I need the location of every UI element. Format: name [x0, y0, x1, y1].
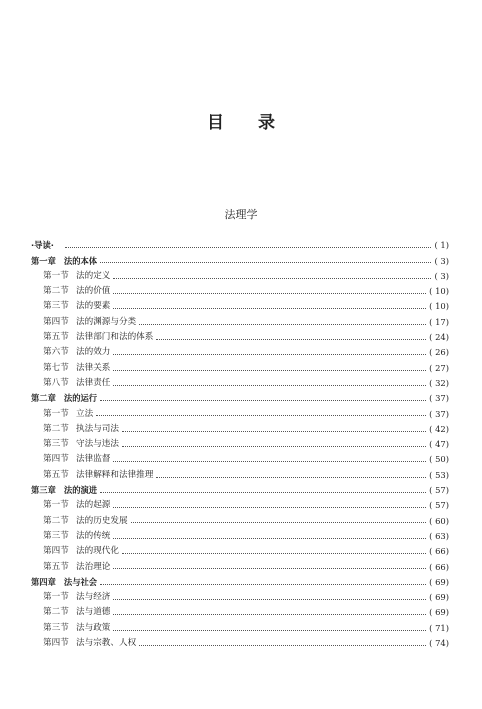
toc-dot-leader [156, 331, 426, 340]
toc-entry-number: 第一节 [43, 408, 69, 419]
toc-section-row[interactable] [31, 511, 449, 526]
toc-entry-number: 第二节 [43, 286, 69, 297]
toc-entry-title: 法的效力 [76, 347, 111, 358]
toc-section-row[interactable] [31, 618, 449, 633]
toc-entry-title: 法的运行 [63, 393, 98, 404]
toc-page-number: ( 42) [429, 423, 449, 434]
toc-page-number: ( 66) [429, 561, 449, 572]
toc-entry-title: 守法与违法 [76, 439, 119, 450]
toc-page-number: ( 57) [429, 500, 449, 511]
toc-section-row[interactable] [31, 603, 449, 618]
toc-page-number: ( 60) [429, 515, 449, 526]
toc-page-number: ( 3) [434, 255, 449, 266]
toc-entry-number: 第四节 [43, 546, 69, 557]
toc-entry-title: 法的现代化 [76, 546, 119, 557]
toc-page-number: ( 24) [429, 332, 449, 343]
toc-dot-leader [113, 530, 426, 539]
toc-section-row[interactable] [31, 496, 449, 511]
toc-section-row[interactable] [31, 374, 449, 389]
toc-entry-number: 第三节 [43, 439, 69, 450]
toc-entry-number: 第二节 [43, 515, 69, 526]
toc-section-row[interactable] [31, 404, 449, 419]
toc-dot-leader [113, 622, 426, 631]
toc-entry-title: 法与政策 [76, 622, 111, 633]
toc-dot-leader [113, 560, 426, 569]
toc-entry-number: 第八节 [43, 377, 69, 388]
toc-entry-number: 第七节 [43, 362, 69, 373]
toc-page-number: ( 27) [429, 362, 449, 373]
toc-chapter-row[interactable] [31, 236, 449, 251]
toc-entry-number: 第五节 [43, 332, 69, 343]
toc-page-number: ( 17) [429, 316, 449, 327]
toc-dot-leader [131, 514, 427, 523]
toc-entry-number: 第三节 [43, 301, 69, 312]
toc-dot-leader [100, 392, 426, 401]
toc-page-number: ( 26) [429, 347, 449, 358]
toc-entry-number: 第二节 [43, 423, 69, 434]
toc-dot-leader [100, 254, 431, 263]
toc-dot-leader [139, 637, 426, 646]
toc-dot-leader [122, 545, 426, 554]
toc-section-row[interactable] [31, 542, 449, 557]
toc-page-number: ( 3) [434, 270, 449, 281]
table-of-contents [31, 236, 449, 649]
toc-section-row[interactable] [31, 297, 449, 312]
toc-section-row[interactable] [31, 420, 449, 435]
toc-dot-leader [156, 469, 426, 478]
toc-section-row[interactable] [31, 527, 449, 542]
toc-entry-title: 法的要素 [76, 301, 111, 312]
toc-dot-leader [113, 591, 426, 600]
toc-page-number: ( 66) [429, 546, 449, 557]
toc-entry-number: 第四章 [31, 576, 56, 587]
toc-page-number: ( 69) [429, 576, 449, 587]
toc-page-number: ( 37) [429, 393, 449, 404]
toc-page-number: ( 71) [429, 622, 449, 633]
toc-dot-leader [113, 377, 426, 386]
toc-page-number: ( 47) [429, 439, 449, 450]
page-title-second-char: 录 [258, 113, 275, 133]
toc-dot-leader [100, 484, 426, 493]
toc-entry-title: 法律解释和法律推理 [76, 469, 154, 480]
toc-entry-title: 法治理论 [76, 561, 111, 572]
toc-dot-leader [113, 270, 431, 279]
toc-dot-leader [96, 407, 426, 416]
toc-entry-title: 法与宗教、人权 [76, 638, 137, 649]
toc-entry-number: 第四节 [43, 454, 69, 465]
toc-section-row[interactable] [31, 557, 449, 572]
toc-section-row[interactable] [31, 435, 449, 450]
toc-entry-number: 第一节 [43, 592, 69, 603]
toc-entry-title: 法的本体 [63, 255, 98, 266]
page-title [0, 108, 482, 133]
toc-entry-title: 执法与司法 [76, 423, 119, 434]
toc-page-number: ( 53) [429, 469, 449, 480]
toc-entry-number: 第一章 [31, 255, 56, 266]
toc-section-row[interactable] [31, 450, 449, 465]
toc-dot-leader [113, 453, 426, 462]
toc-entry-number: 第六节 [43, 347, 69, 358]
toc-chapter-row[interactable] [31, 389, 449, 404]
toc-dot-leader [113, 300, 426, 309]
toc-entry-title: 法的演进 [63, 485, 98, 496]
toc-section-row[interactable] [31, 328, 449, 343]
toc-section-row[interactable] [31, 588, 449, 603]
toc-dot-leader [113, 499, 426, 508]
toc-entry-title: 法律责任 [76, 377, 111, 388]
toc-entry-number: 第三节 [43, 622, 69, 633]
toc-dot-leader [122, 423, 426, 432]
toc-page-number: ( 32) [429, 377, 449, 388]
toc-entry-title: 法与道德 [76, 607, 111, 618]
toc-entry-title: 法律监督 [76, 454, 111, 465]
toc-dot-leader [113, 606, 426, 615]
toc-section-row[interactable] [31, 343, 449, 358]
toc-page-number: ( 63) [429, 530, 449, 541]
toc-dot-leader [139, 316, 426, 325]
toc-entry-number: 第一节 [43, 270, 69, 281]
toc-entry-number: 第三章 [31, 485, 56, 496]
toc-entry-title: 立法 [76, 408, 94, 419]
section-title: 法理学 [224, 208, 258, 221]
toc-dot-leader [113, 285, 426, 294]
toc-entry-title: 法与经济 [76, 592, 111, 603]
toc-page-number: ( 57) [429, 485, 449, 496]
toc-page-number: ( 50) [429, 454, 449, 465]
toc-page-number: ( 69) [429, 592, 449, 603]
page-title-first-char: 目 [207, 113, 224, 133]
toc-dot-leader [100, 576, 426, 585]
toc-section-row[interactable] [31, 465, 449, 480]
toc-entry-title: 法律关系 [76, 362, 111, 373]
toc-entry-number: ·导读· [31, 240, 54, 251]
toc-entry-title: 法的历史发展 [76, 515, 128, 526]
toc-page-number: ( 37) [429, 408, 449, 419]
toc-entry-number: 第四节 [43, 316, 69, 327]
toc-page-number: ( 1) [434, 240, 449, 251]
toc-page-number: ( 10) [429, 286, 449, 297]
toc-entry-number: 第五节 [43, 469, 69, 480]
toc-section-row[interactable] [31, 267, 449, 282]
toc-entry-title: 法的定义 [76, 270, 111, 281]
toc-entry-title: 法律部门和法的体系 [76, 332, 154, 343]
toc-entry-title: 法与社会 [63, 576, 98, 587]
toc-entry-title: 法的起源 [76, 500, 111, 511]
toc-entry-title: 法的价值 [76, 286, 111, 297]
toc-dot-leader [113, 362, 426, 371]
toc-entry-number: 第一节 [43, 500, 69, 511]
toc-entry-number: 第五节 [43, 561, 69, 572]
toc-entry-title: 法的传统 [76, 530, 111, 541]
toc-dot-leader [113, 346, 426, 355]
toc-dot-leader [65, 239, 432, 248]
toc-page-number: ( 69) [429, 607, 449, 618]
toc-section-row[interactable] [31, 312, 449, 327]
toc-page-number: ( 10) [429, 301, 449, 312]
toc-entry-number: 第三节 [43, 530, 69, 541]
toc-entry-number: 第二节 [43, 607, 69, 618]
toc-chapter-row[interactable] [31, 573, 449, 588]
toc-chapter-row[interactable] [31, 481, 449, 496]
toc-chapter-row[interactable] [31, 251, 449, 266]
toc-entry-title: 法的渊源与分类 [76, 316, 137, 327]
toc-dot-leader [122, 438, 426, 447]
toc-section-row[interactable] [31, 282, 449, 297]
toc-entry-number: 第二章 [31, 393, 56, 404]
toc-page-number: ( 74) [429, 638, 449, 649]
toc-section-row[interactable] [31, 358, 449, 373]
toc-section-row[interactable] [31, 634, 449, 649]
toc-entry-number: 第四节 [43, 638, 69, 649]
